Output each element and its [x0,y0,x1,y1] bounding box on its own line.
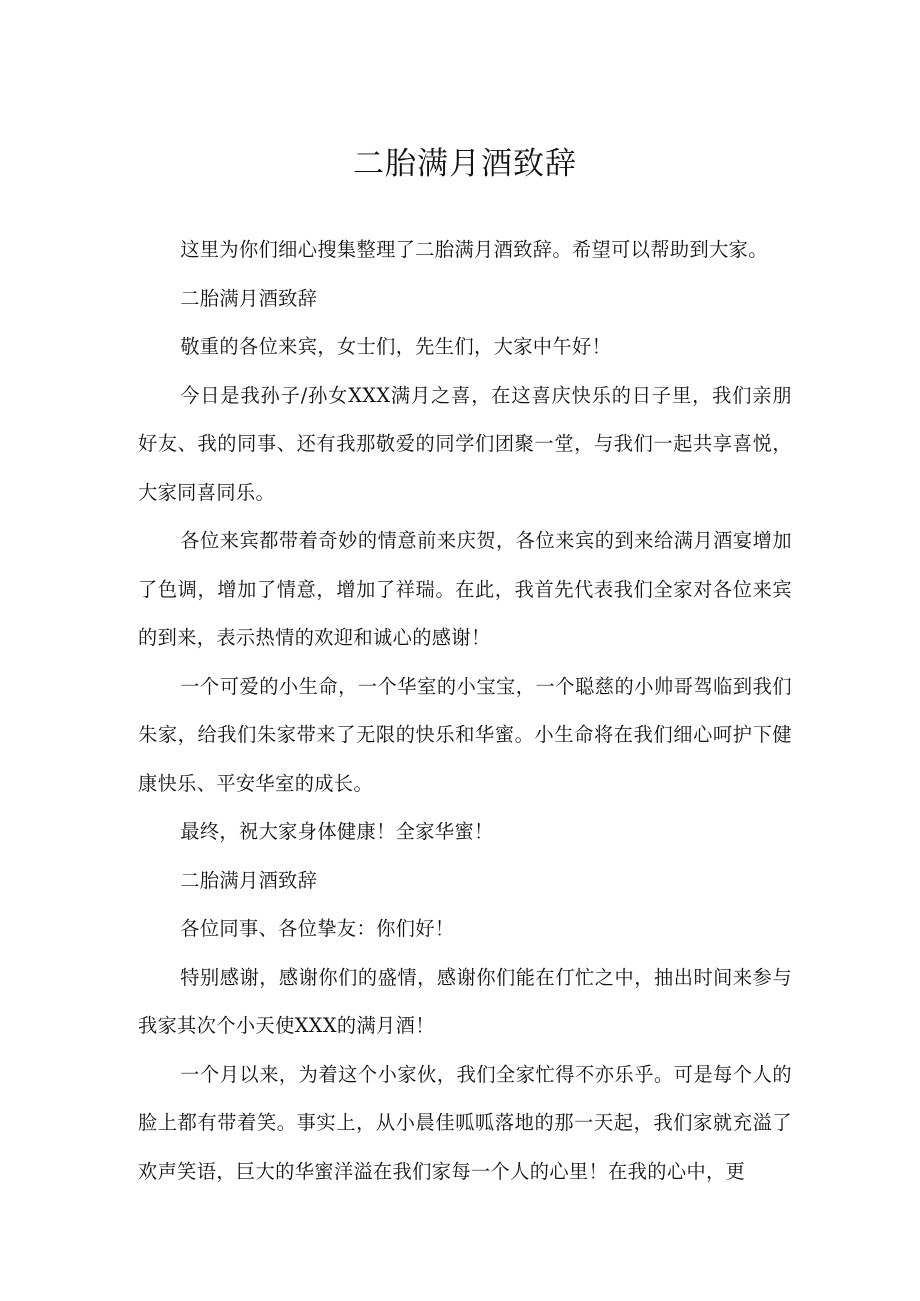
paragraph: 各位来宾都带着奇妙的情意前来庆贺，各位来宾的到来给满月酒宴增加了色调，增加了情意，增加了祥瑞。在此，我首先代表我们全家对各位来宾的到来，表示热情的欢迎和诚心的感谢！ [138,529,792,649]
paragraph-intro: 这里为你们细心搜集整理了二胎满月酒致辞。希望可以帮助到大家。 [180,238,768,261]
paragraph: 今日是我孙子/孙女XXX满月之喜，在这喜庆快乐的日子里，我们亲朋好友、我的同事、还有我那敬爱的同学们团聚一堂，与我们一起共享喜悦，大家同喜同乐。 [138,383,792,504]
document-body [138,226,792,1196]
paragraph-closing: 最终，祝大家身体健康！全家华蜜！ [180,820,494,843]
paragraph-greeting: 敬重的各位来宾，女士们，先生们，大家中午好！ [180,335,612,358]
paragraph: 一个月以来，为着这个小家伙，我们全家忙得不亦乐乎。可是每个人的脸上都有带着笑。事实上，从小晨佳呱呱落地的那一天起，我们家就充溢了欢声笑语，巨大的华蜜洋溢在我们家每一个人的心里！在我的心中，更 [138,1062,792,1183]
section-heading: 二胎满月酒致辞 [180,868,318,892]
section-heading: 二胎满月酒致辞 [180,286,318,310]
document-title: 二胎满月酒致辞 [353,146,577,182]
paragraph: 一个可爱的小生命，一个华室的小宝宝，一个聪慈的小帅哥驾临到我们朱家，给我们朱家带来了无限的快乐和华蜜。小生命将在我们细心呵护下健康快乐、平安华室的成长。 [138,674,792,795]
paragraph: 特别感谢，感谢你们的盛情，感谢你们能在仃忙之中，抽出时间来参与我家其次个小天使XXX的满月酒！ [138,965,792,1037]
paragraph-greeting: 各位同事、各位挚友：你们好！ [180,917,455,940]
